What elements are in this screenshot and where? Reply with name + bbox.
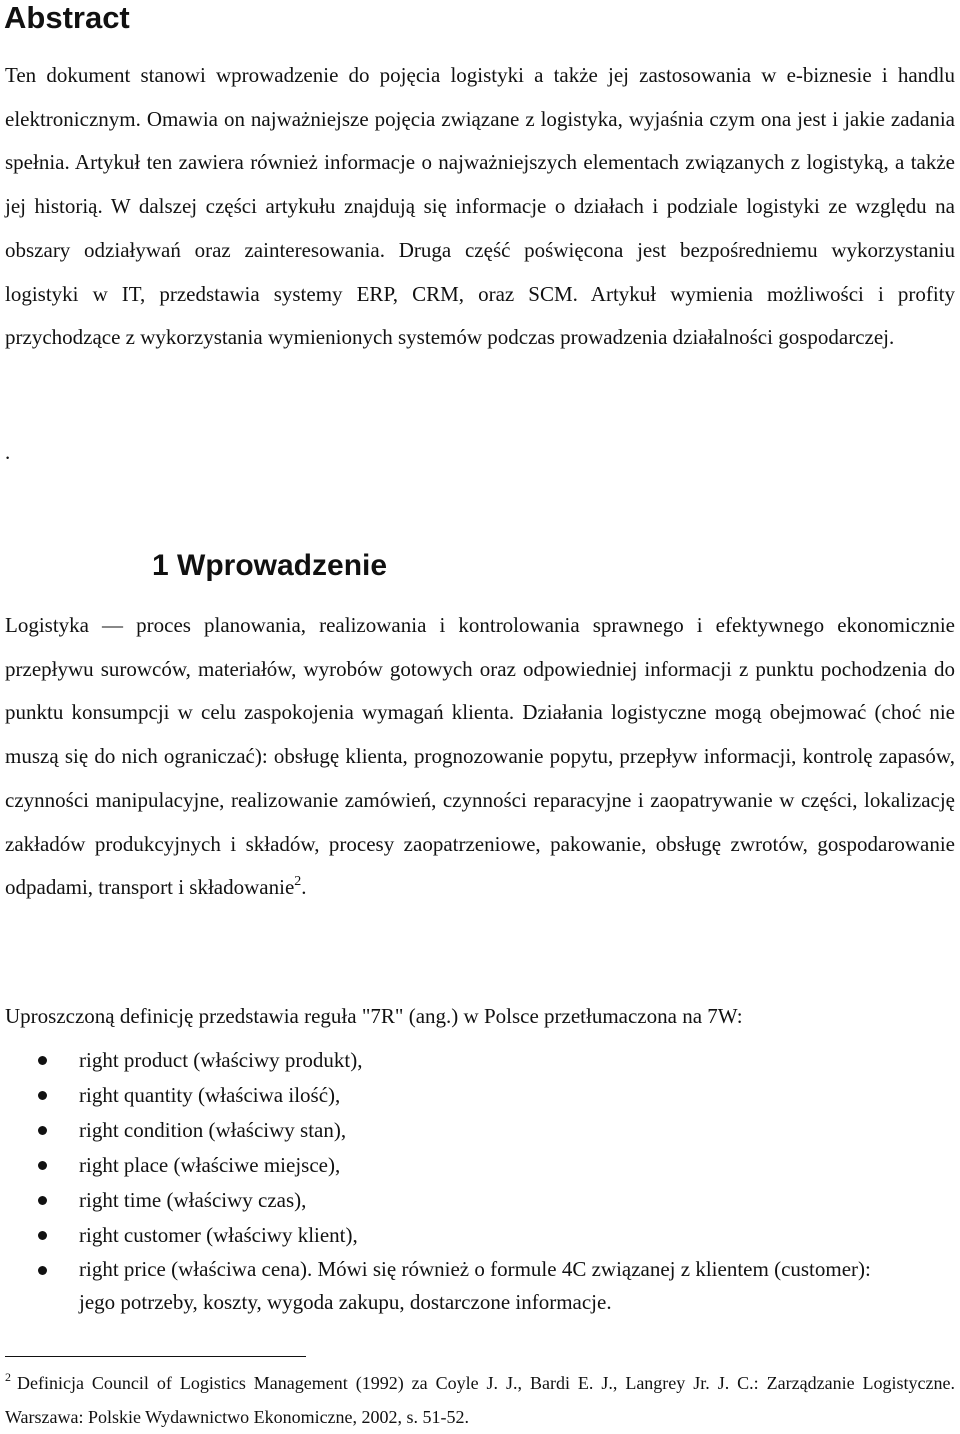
footnote-separator: [5, 1356, 306, 1357]
list-item: [0, 1078, 960, 1113]
abstract-heading: Abstract: [4, 0, 130, 35]
footnote-reference: 2: [294, 874, 302, 890]
bullet-icon: [38, 1091, 47, 1100]
rules-7r-list: [0, 1043, 960, 1319]
bullet-icon: [38, 1266, 47, 1275]
footnote: [5, 1366, 955, 1434]
list-item-text: right customer (właściwy klient),: [79, 1223, 358, 1247]
list-item-text: right price (właściwa cena). Mówi się również o formule 4C związanej z klientem (customer): jego potrzeby, koszty, wygoda zakupu, dostarczone informacje.: [79, 1257, 871, 1314]
bullet-icon: [38, 1126, 47, 1135]
list-item-text: right time (właściwy czas),: [79, 1188, 307, 1212]
footnote-text: Definicja Council of Logistics Management (1992) za Coyle J. J., Bardi E. J., Langrey Jr. J. C.: Zarządzanie Logistyczne. Warszawa: Polskie Wydawnictwo Ekonomiczne, 2002, s. 51-52.: [5, 1373, 955, 1427]
list-item: [0, 1253, 909, 1319]
definition-paragraph: Uproszczoną definicję przedstawia reguła "7R" (ang.) w Polsce przetłumaczona na 7W:: [5, 1004, 743, 1028]
list-item: [0, 1113, 960, 1148]
bullet-icon: [38, 1056, 47, 1065]
intro-paragraph: [5, 604, 955, 910]
list-item-text: right condition (właściwy stan),: [79, 1118, 347, 1142]
list-item-text: right place (właściwe miejsce),: [79, 1153, 341, 1177]
intro-paragraph-end: .: [301, 875, 307, 900]
abstract-paragraph: Ten dokument stanowi wprowadzenie do pojęcia logistyki a także jej zastosowania w e-biznesie i handlu elektronicznym. Omawia on najważniejsze pojęcia związane z logistyka, wyjaśnia czym ona jest i jakie zadania spełnia. Artykuł ten zawiera również informacje o najważniejszych elementach związanych z logistyką, a także jej historią. W dalszej części artykułu znajdują się informacje o działach i podziale logistyki ze względu na obszary odziaływań oraz zainteresowania. Druga część poświęcona jest bezpośredniemu wykorzystaniu logistyki w IT, przedstawia systemy ERP, CRM, oraz SCM. Artykuł wymienia możliwości i profity przychodzące z wykorzystania wymienionych systemów podczas prowadzenia działalności gospodarczej.: [5, 63, 955, 350]
abstract-trailing-dot: .: [5, 440, 11, 464]
list-item: [0, 1043, 960, 1078]
footnote-number: 2: [5, 1370, 11, 1384]
bullet-icon: [38, 1161, 47, 1170]
list-item-text: right quantity (właściwa ilość),: [79, 1083, 341, 1107]
list-item: [0, 1183, 960, 1218]
bullet-icon: [38, 1196, 47, 1205]
list-item: [0, 1218, 960, 1253]
intro-paragraph-text: Logistyka — proces planowania, realizowania i kontrolowania sprawnego i efektywnego ekonomicznie przepływu surowców, materiałów, wyrobów gotowych oraz odpowiedniej informacji z punktu pochodzenia do punktu konsumpcji w celu zaspokojenia wymagań klienta. Działania logistyczne mogą obejmować (choć nie muszą się do nich ograniczać): obsługę klienta, prognozowanie popytu, przepływ informacji, kontrolę zapasów, czynności manipulacyjne, realizowanie zamówień, czynności reparacyjne i zaopatrywanie w części, lokalizację zakładów produkcyjnych i składów, procesy zaopatrzeniowe, pakowanie, obsługę zwrotów, gospodarowanie odpadami, transport i składowanie: [5, 613, 955, 900]
list-item: [0, 1148, 960, 1183]
list-item-text: right product (właściwy produkt),: [79, 1048, 363, 1072]
bullet-icon: [38, 1231, 47, 1240]
section-heading-introduction: 1 Wprowadzenie: [152, 549, 388, 582]
